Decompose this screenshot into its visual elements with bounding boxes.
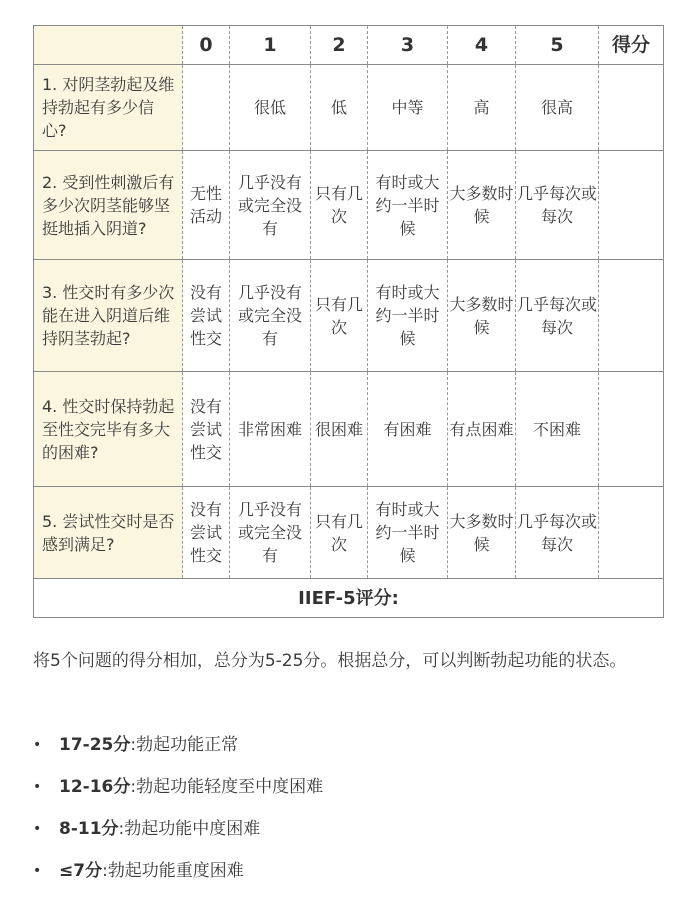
range-description: 勃起功能正常	[136, 735, 239, 755]
table-header-row	[34, 26, 664, 65]
header-score-5: 5	[516, 26, 599, 65]
list-item	[33, 771, 673, 813]
option-cell: 只有几次	[311, 260, 368, 372]
option-cell: 很高	[516, 65, 599, 151]
option-cell: 有点困难	[448, 372, 516, 487]
option-cell: 高	[448, 65, 516, 151]
list-item	[33, 729, 673, 771]
list-item	[33, 855, 673, 897]
option-cell: 有时或大约一半时候	[368, 260, 448, 372]
score-cell	[599, 65, 664, 151]
option-cell: 没有尝试性交	[183, 487, 230, 579]
score-cell	[599, 151, 664, 260]
score-range: 17-25分	[59, 735, 131, 755]
option-cell: 很低	[230, 65, 311, 151]
question-cell: 3. 性交时有多少次能在进入阴道后维持阴茎勃起?	[34, 260, 183, 372]
option-cell: 大多数时候	[448, 260, 516, 372]
range-separator: :	[130, 777, 137, 797]
option-cell: 大多数时候	[448, 151, 516, 260]
range-description: 勃起功能轻度至中度困难	[136, 777, 324, 797]
option-cell: 几乎没有或完全没有	[230, 260, 311, 372]
table-row	[34, 372, 664, 487]
option-cell: 有时或大约一半时候	[368, 151, 448, 260]
option-cell: 有时或大约一半时候	[368, 487, 448, 579]
range-description: 勃起功能中度困难	[124, 819, 261, 839]
option-cell: 无性活动	[183, 151, 230, 260]
score-range: 8-11分	[59, 819, 119, 839]
option-cell: 不困难	[516, 372, 599, 487]
option-cell: 没有尝试性交	[183, 372, 230, 487]
range-separator: :	[130, 735, 137, 755]
iief5-total-label: IIEF-5评分:	[34, 579, 664, 618]
header-score-column: 得分	[599, 26, 664, 65]
header-score-4: 4	[448, 26, 516, 65]
score-range: 12-16分	[59, 777, 131, 797]
table-footer-row	[34, 579, 664, 618]
option-cell: 中等	[368, 65, 448, 151]
bullet-icon: •	[33, 821, 42, 837]
table-row	[34, 487, 664, 579]
table-row	[34, 65, 664, 151]
option-cell	[183, 65, 230, 151]
question-cell: 1. 对阴茎勃起及维持勃起有多少信心?	[34, 65, 183, 151]
option-cell: 非常困难	[230, 372, 311, 487]
scoring-explanation: 将5个问题的得分相加，总分为5-25分。根据总分，可以判断勃起功能的状态。	[33, 651, 627, 671]
option-cell: 很困难	[311, 372, 368, 487]
score-interpretation-list	[33, 729, 673, 897]
bullet-icon: •	[33, 737, 42, 753]
range-separator: :	[102, 861, 108, 881]
option-cell: 只有几次	[311, 487, 368, 579]
header-score-1: 1	[230, 26, 311, 65]
option-cell: 几乎每次或每次	[516, 151, 599, 260]
option-cell: 几乎没有或完全没有	[230, 487, 311, 579]
list-item	[33, 813, 673, 855]
header-score-2: 2	[311, 26, 368, 65]
table-row	[34, 260, 664, 372]
score-range: ≤7分	[59, 861, 103, 881]
question-cell: 5. 尝试性交时是否感到满足?	[34, 487, 183, 579]
question-cell: 2. 受到性刺激后有多少次阴茎能够坚挺地插入阴道?	[34, 151, 183, 260]
header-score-3: 3	[368, 26, 448, 65]
score-cell	[599, 372, 664, 487]
option-cell: 只有几次	[311, 151, 368, 260]
option-cell: 低	[311, 65, 368, 151]
option-cell: 没有尝试性交	[183, 260, 230, 372]
table-row	[34, 151, 664, 260]
range-separator: :	[118, 819, 125, 839]
question-cell: 4. 性交时保持勃起至性交完毕有多大的困难?	[34, 372, 183, 487]
option-cell: 几乎没有或完全没有	[230, 151, 311, 260]
range-description: 勃起功能重度困难	[107, 861, 244, 881]
option-cell: 大多数时候	[448, 487, 516, 579]
bullet-icon: •	[33, 779, 42, 795]
option-cell: 几乎每次或每次	[516, 487, 599, 579]
score-cell	[599, 260, 664, 372]
score-cell	[599, 487, 664, 579]
header-score-0: 0	[183, 26, 230, 65]
iief5-table	[33, 25, 664, 618]
bullet-icon: •	[33, 863, 42, 879]
header-question-cell	[34, 26, 183, 65]
option-cell: 几乎每次或每次	[516, 260, 599, 372]
option-cell: 有困难	[368, 372, 448, 487]
